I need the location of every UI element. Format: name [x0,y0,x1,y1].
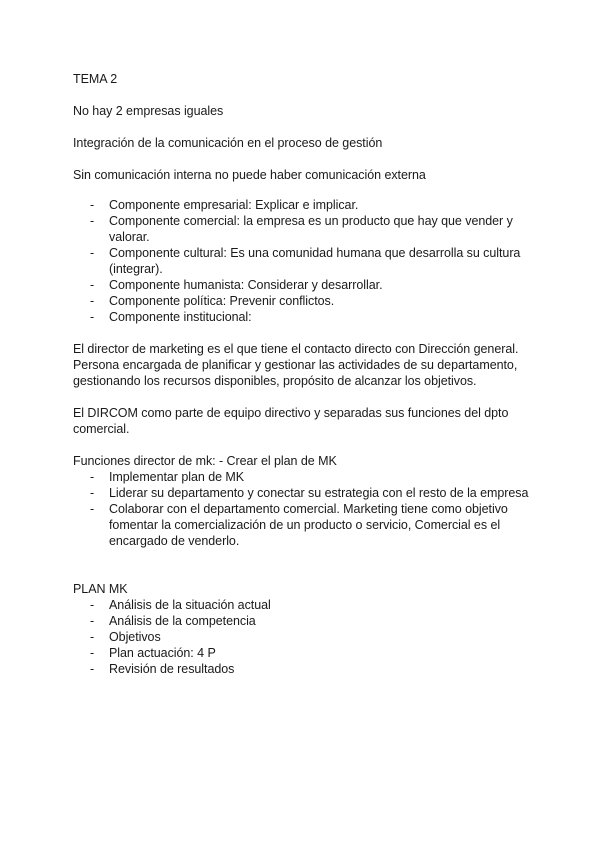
list-item [73,309,543,325]
list-item [73,501,543,549]
list-item-text: Componente institucional: [109,310,252,324]
list-bullet: - [90,630,95,644]
director-line-3: gestionando los recursos disponibles, propósito de alcanzar los objetivos. [73,374,477,388]
list-item [73,597,543,613]
list-item [73,277,543,293]
list-item-text: Plan actuación: 4 P [109,646,216,660]
list-bullet: - [90,246,95,260]
list-bullet: - [90,486,95,500]
list-item [73,197,543,213]
list-bullet: - [90,294,95,308]
funciones-heading: Funciones director de mk: - Crear el plan de MK [73,454,337,468]
director-line-1: El director de marketing es el que tiene el contacto directo con Dirección general. [73,342,519,356]
list-item [73,485,543,501]
list-bullet: - [90,646,95,660]
list-bullet: - [90,662,95,676]
list-item [73,645,543,661]
list-item [73,629,543,645]
list-item [73,661,543,677]
list-bullet: - [90,502,95,516]
list-item-text: Componente humanista: Considerar y desarrollar. [109,278,383,292]
dircom-line-2: comercial. [73,422,130,436]
list-item-text: Componente comercial: la empresa es un producto que hay que vender y valorar. [109,214,513,244]
list-item [73,293,543,309]
list-item-text: Componente política: Prevenir conflictos. [109,294,335,308]
list-item-text: Liderar su departamento y conectar su estrategia con el resto de la empresa [109,486,529,500]
plan-list [73,597,543,677]
list-item-text: Componente cultural: Es una comunidad humana que desarrolla su cultura (integrar). [109,246,521,276]
dircom-line-1: El DIRCOM como parte de equipo directivo y separadas sus funciones del dpto [73,406,509,420]
list-item-text: Colaborar con el departamento comercial. Marketing tiene como objetivo fomentar la comercialización de un producto o servicio, Comercial es el encargado de venderlo. [109,502,508,548]
list-item-text: Componente empresarial: Explicar e implicar. [109,198,359,212]
director-line-2: Persona encargada de planificar y gestionar las actividades de su departamento, [73,358,518,372]
paragraph-comunicacion: Sin comunicación interna no puede haber comunicación externa [73,168,426,182]
list-bullet: - [90,278,95,292]
doc-heading: TEMA 2 [73,72,118,86]
list-bullet: - [90,310,95,324]
list-bullet: - [90,470,95,484]
funciones-list [73,469,543,549]
list-item-text: Objetivos [109,630,161,644]
plan-heading: PLAN MK [73,582,128,596]
list-item-text: Análisis de la competencia [109,614,256,628]
components-list [73,197,543,325]
list-item [73,245,543,277]
list-bullet: - [90,214,95,228]
list-item-text: Revisión de resultados [109,662,235,676]
list-bullet: - [90,198,95,212]
list-item [73,213,543,245]
paragraph-integracion: Integración de la comunicación en el proceso de gestión [73,136,383,150]
list-item-text: Análisis de la situación actual [109,598,271,612]
paragraph-empresas: No hay 2 empresas iguales [73,104,224,118]
list-item [73,469,543,485]
list-item [73,613,543,629]
list-bullet: - [90,614,95,628]
list-bullet: - [90,598,95,612]
list-item-text: Implementar plan de MK [109,470,245,484]
